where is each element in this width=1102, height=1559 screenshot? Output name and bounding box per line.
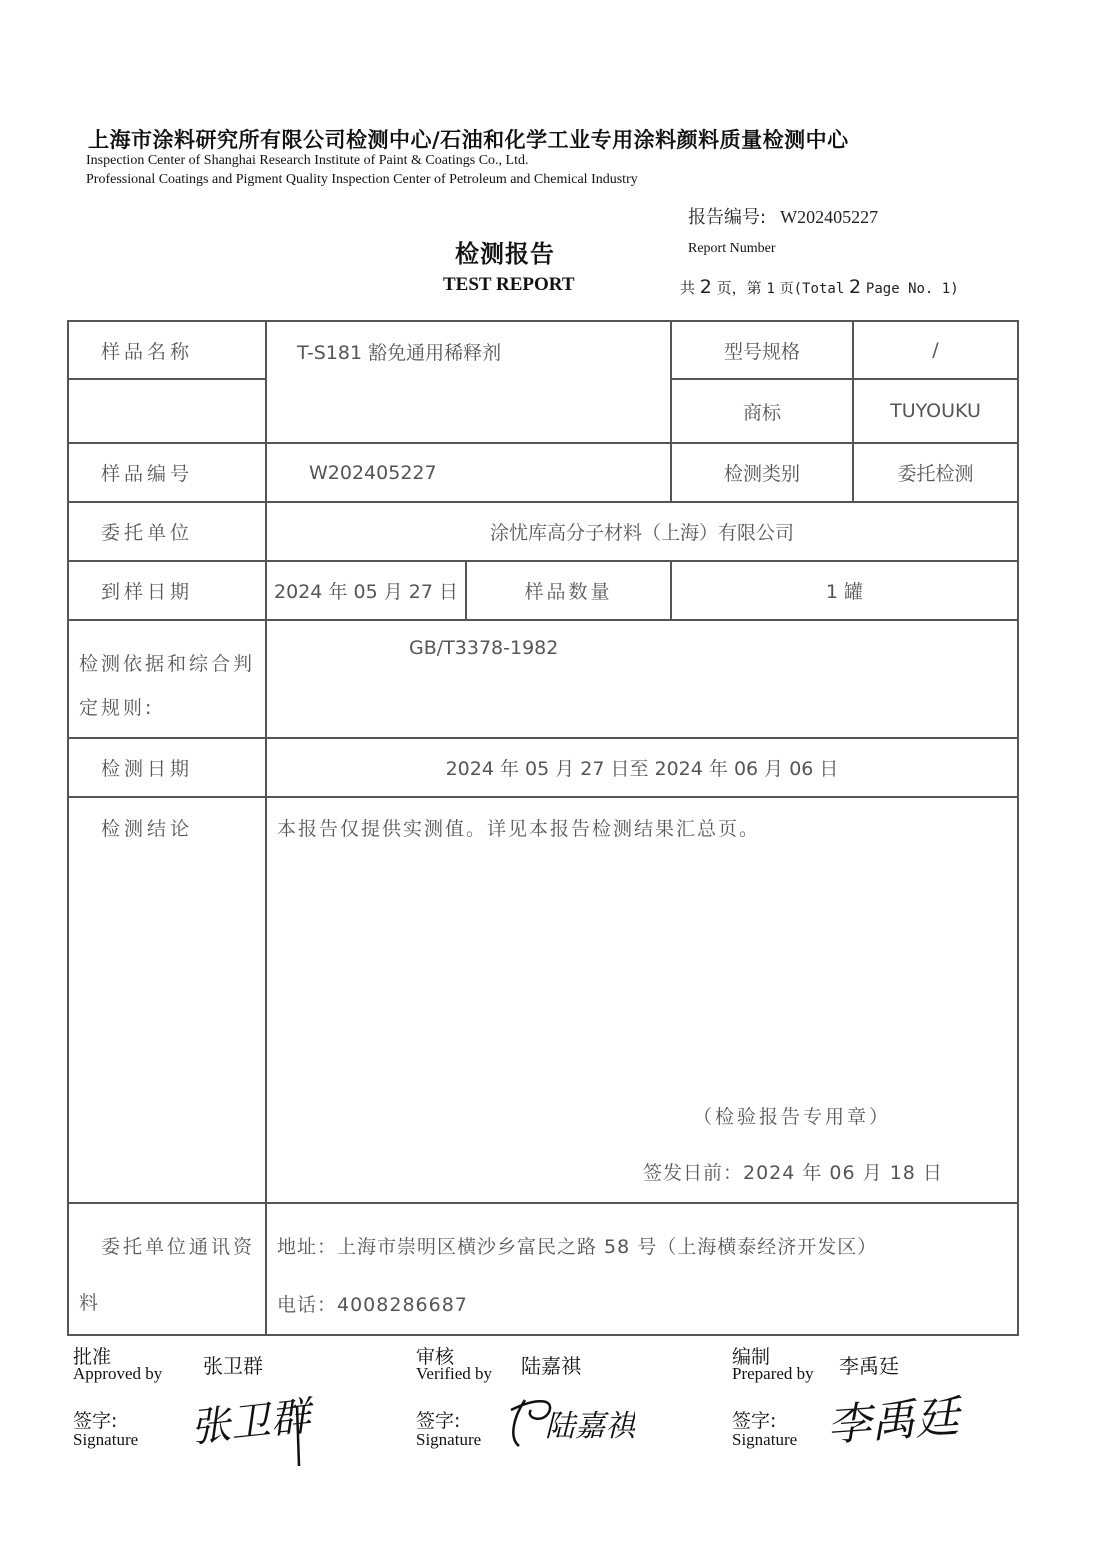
approved-label-cn: 批准 bbox=[73, 1346, 112, 1368]
client-address: 地址：上海市崇明区横沙乡富民之路 58 号（上海横泰经济开发区） bbox=[277, 1236, 878, 1258]
seal-text: （检验报告专用章） bbox=[693, 1106, 892, 1128]
page-info-total-en: 2 bbox=[849, 276, 862, 298]
client-phone: 电话：4008286687 bbox=[277, 1294, 468, 1316]
org-name-cn: 上海市涂料研究所有限公司检测中心/石油和化学工业专用涂料颜料质量检测中心 bbox=[88, 128, 849, 152]
report-number-value: W202405227 bbox=[780, 207, 879, 227]
verified-sig-label-cn: 签字: bbox=[416, 1410, 461, 1432]
verified-signature-ink: 陆嘉祺 bbox=[545, 1409, 635, 1444]
conclusion-text: 本报告仅提供实测值。详见本报告检测结果汇总页。 bbox=[277, 818, 761, 840]
sample-qty-value: 1 罐 bbox=[671, 561, 1018, 620]
prepared-label-en: Prepared by bbox=[732, 1364, 814, 1383]
page-info-total: 2 bbox=[699, 276, 712, 298]
sample-no-label: 样品编号 bbox=[68, 443, 266, 502]
client-contact-label bbox=[68, 1203, 266, 1335]
report-table bbox=[67, 320, 1019, 1336]
brand-value: TUYOUKU bbox=[853, 379, 1018, 443]
org-name-en-line1: Inspection Center of Shanghai Research Institute of Paint & Coatings Co., Ltd. bbox=[86, 153, 529, 168]
sample-name-label: 样品名称 bbox=[68, 321, 266, 379]
approved-label-en: Approved by bbox=[73, 1364, 163, 1383]
approved-sig-label-en: Signature bbox=[73, 1430, 139, 1449]
client-contact-label-line2: 料 bbox=[79, 1292, 102, 1314]
test-basis-value: GB/T3378-1982 bbox=[266, 620, 1018, 738]
approved-handwritten-signature bbox=[187, 1388, 317, 1468]
test-basis-label bbox=[68, 620, 266, 738]
report-number bbox=[688, 203, 878, 229]
model-label: 型号规格 bbox=[671, 321, 853, 379]
arrival-date-label: 到样日期 bbox=[68, 561, 266, 620]
verified-label-en: Verified by bbox=[416, 1364, 493, 1383]
approved-sig-label-cn: 签字: bbox=[73, 1410, 118, 1432]
sample-qty-label: 样品数量 bbox=[466, 561, 671, 620]
prepared-handwritten-signature bbox=[823, 1380, 963, 1460]
test-type-value: 委托检测 bbox=[853, 443, 1018, 502]
prepared-sig-label-cn: 签字: bbox=[732, 1410, 777, 1432]
page-info-mid: 页，第 bbox=[716, 279, 762, 297]
page-info-current: 1 bbox=[766, 281, 775, 297]
prepared-sig-label-en: Signature bbox=[732, 1430, 798, 1449]
verified-label-cn: 审核 bbox=[416, 1346, 455, 1368]
conclusion-cell bbox=[266, 797, 1018, 1203]
signature-block bbox=[67, 1328, 1017, 1468]
verified-handwritten-signature bbox=[505, 1388, 635, 1458]
prepared-signature-ink: 李禹廷 bbox=[825, 1391, 961, 1452]
verified-sig-label-en: Signature bbox=[416, 1430, 482, 1449]
page-info-suffix: 页(Total bbox=[779, 281, 845, 297]
report-number-label: 报告编号: bbox=[688, 207, 767, 228]
report-number-label-en: Report Number bbox=[688, 241, 776, 256]
test-date-label: 检测日期 bbox=[68, 738, 266, 797]
page-info bbox=[680, 276, 959, 298]
brand-label: 商标 bbox=[671, 379, 853, 443]
conclusion-label: 检测结论 bbox=[68, 797, 266, 1203]
report-title-cn: 检测报告 bbox=[455, 240, 555, 268]
prepared-name: 李禹廷 bbox=[839, 1354, 899, 1378]
page-info-page-no: Page No. 1) bbox=[865, 281, 959, 297]
test-type-label: 检测类别 bbox=[671, 443, 853, 502]
issue-date: 签发日前：2024 年 06 月 18 日 bbox=[643, 1162, 943, 1184]
page-info-prefix: 共 bbox=[680, 279, 696, 297]
approved-signature-ink: 张卫群 bbox=[188, 1393, 313, 1452]
client-contact-label-line1: 委托单位通讯资 bbox=[101, 1236, 256, 1258]
report-title-en: TEST REPORT bbox=[443, 274, 575, 295]
org-name-en-line2: Professional Coatings and Pigment Quality Inspection Center of Petroleum and Chemical Industry bbox=[86, 172, 638, 187]
sample-name-label-empty bbox=[68, 379, 266, 443]
client-value: 涂忧库高分子材料（上海）有限公司 bbox=[266, 502, 1018, 561]
test-basis-label-line2: 定规则: bbox=[79, 697, 155, 719]
test-basis-label-line1: 检测依据和综合判 bbox=[79, 653, 256, 675]
prepared-label-cn: 编制 bbox=[732, 1346, 771, 1368]
verified-name: 陆嘉祺 bbox=[521, 1354, 581, 1378]
arrival-date-value: 2024 年 05 月 27 日 bbox=[266, 561, 466, 620]
client-label: 委托单位 bbox=[68, 502, 266, 561]
model-value: / bbox=[853, 321, 1018, 379]
sample-no-value: W202405227 bbox=[266, 443, 671, 502]
client-contact-cell bbox=[266, 1203, 1018, 1335]
test-date-value: 2024 年 05 月 27 日至 2024 年 06 月 06 日 bbox=[266, 738, 1018, 797]
sample-name-value: T-S181 豁免通用稀释剂 bbox=[266, 321, 671, 443]
approved-name: 张卫群 bbox=[203, 1354, 263, 1378]
